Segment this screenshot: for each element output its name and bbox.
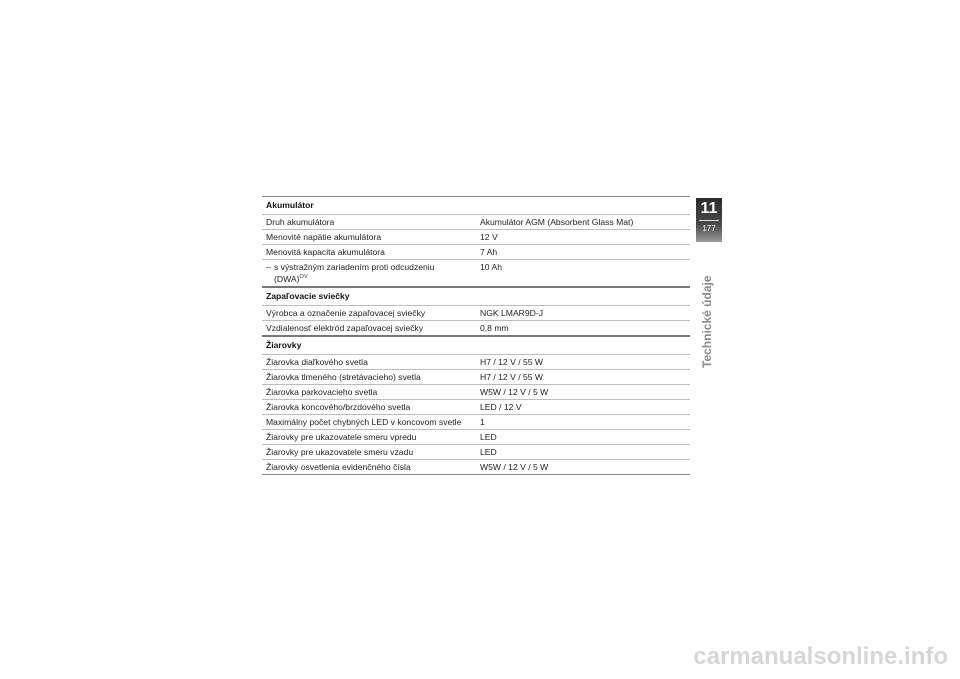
row-value: 10 Ah	[480, 262, 502, 272]
row-label: Žiarovky osvetlenia evidenčného čísla	[266, 461, 411, 472]
table-row	[262, 305, 690, 320]
table-row	[262, 414, 690, 429]
row-label: Žiarovka tlmeného (stretávacieho) svetla	[266, 371, 421, 382]
chapter-number: 11	[700, 200, 718, 217]
row-label: Žiarovka koncového/brzdového svetla	[266, 401, 411, 412]
table-row	[262, 399, 690, 414]
table-row	[262, 320, 690, 335]
row-label: Menovitá kapacita akumulátora	[266, 247, 385, 257]
row-label: Maximálny počet chybných LED v koncovom svetle	[266, 416, 462, 427]
table-row	[262, 384, 690, 399]
row-value: Akumulátor AGM (Absorbent Glass Mat)	[480, 217, 634, 227]
table-row	[262, 354, 690, 369]
row-value: W5W / 12 V / 5 W	[480, 461, 549, 472]
row-value: 1	[480, 416, 485, 427]
row-value: 0,8 mm	[480, 322, 509, 333]
row-value: LED	[480, 431, 497, 442]
row-value: W5W / 12 V / 5 W	[480, 386, 549, 397]
section-header-spark-plugs: Zapaľovacie sviečky	[262, 286, 690, 305]
table-row	[262, 459, 690, 475]
spec-table	[262, 196, 690, 475]
page-number: 177	[702, 224, 716, 233]
section-header-battery: Akumulátor	[266, 200, 314, 210]
row-value: NGK LMAR9D-J	[480, 307, 544, 318]
row-label: Žiarovka diaľkového svetla	[266, 356, 368, 367]
row-value: H7 / 12 V / 55 W	[480, 356, 544, 367]
table-row	[262, 429, 690, 444]
chapter-tab	[696, 198, 722, 242]
row-value: H7 / 12 V / 55 W	[480, 371, 544, 382]
table-row	[262, 214, 690, 229]
row-label-line1: s výstražným zariadením proti odcudzeniu	[274, 262, 435, 272]
row-label-dwa	[262, 260, 476, 286]
table-row	[262, 244, 690, 259]
row-label: Vzdialenosť elektród zapaľovacej sviečky	[266, 322, 424, 333]
dash-bullet: –	[266, 262, 271, 272]
row-value: LED	[480, 446, 497, 457]
chapter-title: Technické údaje	[700, 275, 714, 368]
watermark: carmanualsonline.info	[693, 643, 948, 670]
row-label: Žiarovky pre ukazovatele smeru vzadu	[266, 446, 414, 457]
table-row-dwa	[262, 259, 690, 286]
row-label: Druh akumulátora	[266, 217, 335, 227]
row-value: 12 V	[480, 232, 498, 242]
section-header-bulbs: Žiarovky	[262, 335, 690, 354]
table-row	[262, 369, 690, 384]
table-row	[262, 229, 690, 244]
dwa-abbrev: (DWA)	[274, 273, 300, 284]
chapter-divider	[699, 220, 719, 221]
row-label: Žiarovky pre ukazovatele smeru vpredu	[266, 431, 417, 442]
row-label-line2	[266, 272, 472, 284]
optional-equipment-mark: OV	[299, 274, 309, 280]
row-label: Žiarovka parkovacieho svetla	[266, 386, 378, 397]
table-row	[262, 444, 690, 459]
row-value: 7 Ah	[480, 247, 498, 257]
row-label: Výrobca a označenie zapaľovacej sviečky	[266, 307, 426, 318]
row-value: LED / 12 V	[480, 401, 522, 412]
row-label: Menovité napätie akumulátora	[266, 232, 382, 242]
